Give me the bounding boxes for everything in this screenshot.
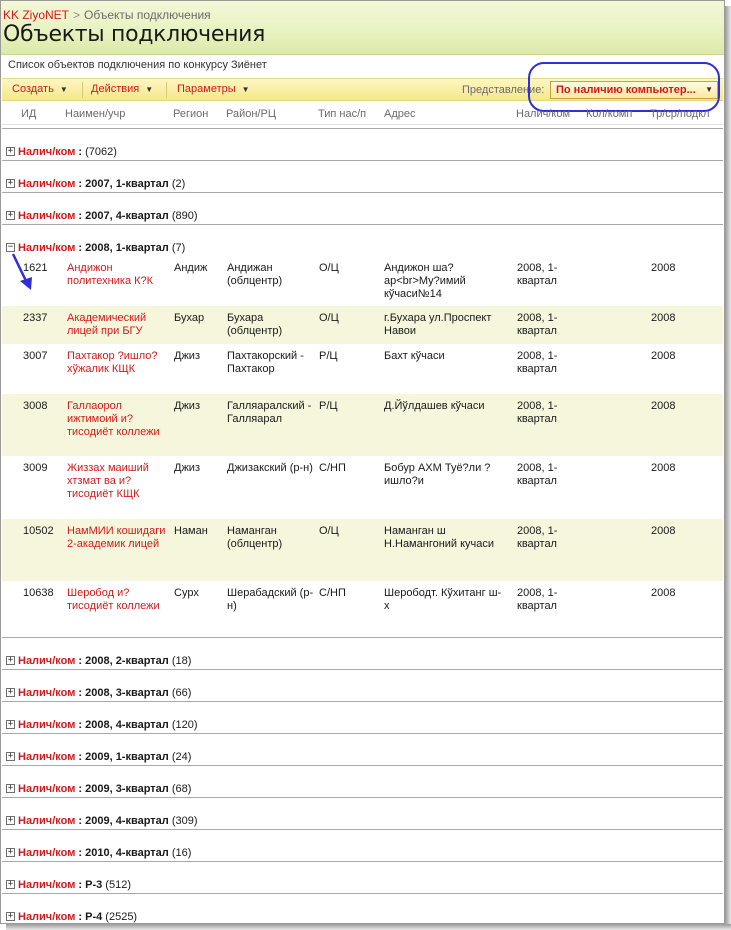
cell-address: Бахт кўчаси xyxy=(384,350,445,362)
plus-box-icon[interactable]: + xyxy=(7,146,14,156)
page-header xyxy=(1,1,724,55)
cell-year: 2008 xyxy=(651,525,676,537)
column-header-count[interactable]: Кол/комп xyxy=(586,108,633,120)
toolbar-divider xyxy=(166,82,167,98)
plus-box-icon[interactable]: + xyxy=(7,687,14,697)
cell-address: Андижон ша?ар<br>Му?имий кўчаси№14 xyxy=(384,262,466,300)
cell-region: Андиж xyxy=(174,262,208,274)
column-header-address[interactable]: Адрес xyxy=(384,108,416,120)
cell-year: 2008 xyxy=(651,262,676,274)
cell-year: 2008 xyxy=(651,312,676,324)
cell-name-link[interactable]: Галлаорол ижтимоий и?тисодиёт коллежи xyxy=(67,400,160,438)
group-label: Налич/ком : 2010, 4-квартал (16) xyxy=(18,847,192,859)
cell-name-link[interactable]: Пахтакор ?ишло? хўжалик КЩК xyxy=(67,350,158,375)
cell-type: Р/Ц xyxy=(319,350,338,362)
group-row[interactable] xyxy=(2,765,723,797)
group-label: Налич/ком : Р-3 (512) xyxy=(18,879,131,891)
group-row[interactable] xyxy=(2,128,723,160)
column-header-availability[interactable]: Налич/ком xyxy=(516,108,571,120)
group-label: Налич/ком : 2009, 1-квартал (24) xyxy=(18,751,192,763)
cell-address: Бобур АХМ Туё?ли ?ишло?и xyxy=(384,462,491,487)
toolbar-divider xyxy=(82,82,83,98)
column-header-type[interactable]: Тип нас/п xyxy=(318,108,367,120)
plus-box-icon[interactable]: + xyxy=(7,210,14,220)
column-header-row xyxy=(2,103,723,125)
cell-district: Шерабадский (р-н) xyxy=(227,587,314,612)
cell-type: О/Ц xyxy=(319,312,339,324)
group-label: Налич/ком : 2009, 3-квартал (68) xyxy=(18,783,192,795)
table-row xyxy=(2,306,723,344)
group-label: Налич/ком : Р-4 (2525) xyxy=(18,911,138,923)
cell-region: Сурх xyxy=(174,587,199,599)
cell-id: 1621 xyxy=(23,262,48,274)
settings-button-label: Параметры xyxy=(177,83,236,95)
table-row xyxy=(2,344,723,394)
group-row[interactable] xyxy=(2,893,723,924)
cell-district: Галляаралский - Галляарал xyxy=(227,400,312,425)
plus-box-icon[interactable]: + xyxy=(7,655,14,665)
cell-district: Наманган (облцентр) xyxy=(227,525,283,550)
plus-box-icon[interactable]: + xyxy=(7,911,14,921)
group-row[interactable] xyxy=(2,733,723,765)
group-label: Налич/ком : 2007, 1-квартал (2) xyxy=(18,178,186,190)
group-label: Налич/ком : 2008, 1-квартал (7) xyxy=(18,242,186,254)
group-label: Налич/ком : 2008, 3-квартал (66) xyxy=(18,687,192,699)
cell-id: 2337 xyxy=(23,312,48,324)
view-label: Представление: xyxy=(462,84,545,96)
group-row[interactable] xyxy=(2,637,723,669)
cell-availability: 2008, 1-квартал xyxy=(517,400,558,425)
table-row xyxy=(2,519,723,581)
page-title: Объекты подключения xyxy=(3,22,266,47)
table-row xyxy=(2,581,723,636)
chevron-down-icon: ▼ xyxy=(241,85,250,94)
cell-availability: 2008, 1-квартал xyxy=(517,312,558,337)
table-row xyxy=(2,256,723,306)
actions-button-label: Действия xyxy=(91,83,140,95)
cell-year: 2008 xyxy=(651,350,676,362)
cell-name-link[interactable]: Академический лицей при БГУ xyxy=(67,312,147,337)
column-header-id[interactable]: ИД xyxy=(21,108,37,120)
group-row[interactable] xyxy=(2,797,723,829)
cell-address: Наманган ш Н.Намангоний кучаси xyxy=(384,525,495,550)
cell-region: Джиз xyxy=(174,350,200,362)
cell-id: 10502 xyxy=(23,525,54,537)
breadcrumb-site-link[interactable]: KK ZiyoNET xyxy=(3,8,70,22)
view-select-value: По наличию компьютер... xyxy=(556,84,696,96)
cell-type: С/НП xyxy=(319,462,346,474)
create-button-label: Создать xyxy=(12,83,54,95)
cell-availability: 2008, 1-квартал xyxy=(517,525,558,550)
group-label: Налич/ком : 2008, 4-квартал (120) xyxy=(18,719,198,731)
cell-availability: 2008, 1-квартал xyxy=(517,262,558,287)
minus-box-icon[interactable]: − xyxy=(7,242,14,252)
plus-box-icon[interactable]: + xyxy=(7,751,14,761)
group-row[interactable] xyxy=(2,829,723,861)
breadcrumb xyxy=(3,8,211,22)
window-shadow xyxy=(6,924,731,930)
group-row[interactable] xyxy=(2,701,723,733)
plus-box-icon[interactable]: + xyxy=(7,879,14,889)
cell-id: 10638 xyxy=(23,587,54,599)
cell-name-link[interactable]: Шеробод и?тисодиёт коллежи xyxy=(67,587,160,612)
plus-box-icon[interactable]: + xyxy=(7,847,14,857)
cell-availability: 2008, 1-квартал xyxy=(517,350,558,375)
cell-region: Джиз xyxy=(174,462,200,474)
cell-district: Андижан (облцентр) xyxy=(227,262,283,287)
cell-availability: 2008, 1-квартал xyxy=(517,462,558,487)
column-header-region[interactable]: Регион xyxy=(173,108,209,120)
cell-year: 2008 xyxy=(651,462,676,474)
cell-type: О/Ц xyxy=(319,262,339,274)
cell-name-link[interactable]: Андижон политехника К?К xyxy=(67,262,154,287)
group-row[interactable] xyxy=(2,192,723,224)
column-header-district[interactable]: Район/РЦ xyxy=(226,108,276,120)
cell-type: О/Ц xyxy=(319,525,339,537)
cell-region: Джиз xyxy=(174,400,200,412)
actions-button[interactable] xyxy=(91,83,153,95)
cell-address: Д.Йўлдашев кўчаси xyxy=(384,400,485,412)
list-description: Список объектов подключения по конкурсу Зиёнет xyxy=(8,59,267,71)
column-header-name[interactable]: Наимен/учр xyxy=(65,108,126,120)
table-row xyxy=(2,456,723,519)
group-label: Налич/ком : (7062) xyxy=(18,146,117,158)
group-label: Налич/ком : 2007, 4-квартал (890) xyxy=(18,210,198,222)
cell-type: С/НП xyxy=(319,587,346,599)
cell-type: Р/Ц xyxy=(319,400,338,412)
plus-box-icon[interactable]: + xyxy=(7,783,14,793)
plus-box-icon[interactable]: + xyxy=(7,719,14,729)
breadcrumb-current: Объекты подключения xyxy=(84,8,211,22)
group-row[interactable] xyxy=(2,861,723,893)
cell-address: г.Бухара ул.Проспект Навои xyxy=(384,312,492,337)
plus-box-icon[interactable]: + xyxy=(7,815,14,825)
breadcrumb-separator: > xyxy=(73,8,81,22)
group-label: Налич/ком : 2008, 2-квартал (18) xyxy=(18,655,192,667)
settings-button[interactable] xyxy=(177,83,250,95)
create-button[interactable] xyxy=(12,83,68,95)
table-row xyxy=(2,394,723,456)
cell-year: 2008 xyxy=(651,587,676,599)
plus-box-icon[interactable]: + xyxy=(7,178,14,188)
column-header-connection[interactable]: Тр/ср/подкл xyxy=(650,108,710,120)
cell-year: 2008 xyxy=(651,400,676,412)
cell-district: Пахтакорский - Пахтакор xyxy=(227,350,304,375)
group-row[interactable] xyxy=(2,669,723,701)
cell-region: Наман xyxy=(174,525,208,537)
cell-name-link[interactable]: НамМИИ кошидаги 2-академик лицей xyxy=(67,525,166,550)
cell-availability: 2008, 1-квартал xyxy=(517,587,558,612)
cell-id: 3009 xyxy=(23,462,48,474)
chevron-down-icon: ▼ xyxy=(705,85,713,94)
cell-name-link[interactable]: Жиззах маиший хтзмат ва и?тисодиёт КЩК xyxy=(67,462,149,500)
chevron-down-icon: ▼ xyxy=(59,85,68,94)
cell-id: 3008 xyxy=(23,400,48,412)
cell-region: Бухар xyxy=(174,312,205,324)
group-label: Налич/ком : 2009, 4-квартал (309) xyxy=(18,815,198,827)
cell-address: Шерободт. Кўхитанг ш-х xyxy=(384,587,502,612)
group-row[interactable] xyxy=(2,160,723,192)
cell-district: Джизакский (р-н) xyxy=(227,462,313,474)
window-shadow xyxy=(725,6,731,930)
blue-arrow-icon xyxy=(10,253,36,293)
chevron-down-icon: ▼ xyxy=(145,85,154,94)
cell-district: Бухара (облцентр) xyxy=(227,312,283,337)
group-row-expanded[interactable] xyxy=(2,224,723,256)
cell-id: 3007 xyxy=(23,350,48,362)
